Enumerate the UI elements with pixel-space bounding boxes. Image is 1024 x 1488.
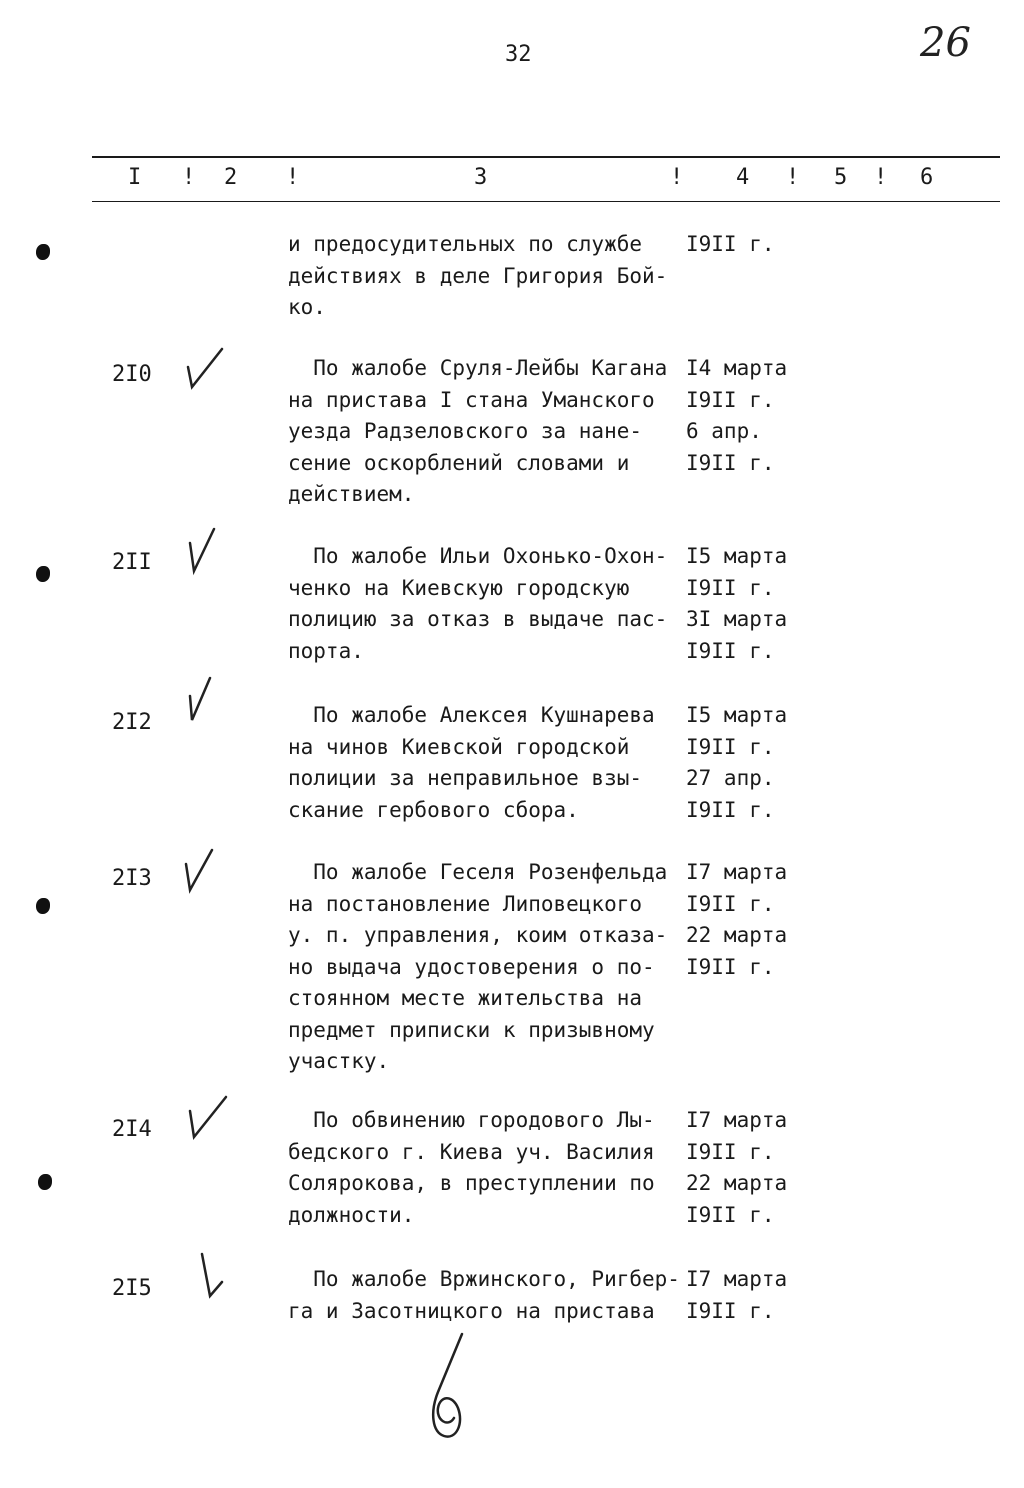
entry-dates: I9II г. [686,232,775,256]
column-header-3: 3 [474,165,488,190]
checkmark-icon [180,1252,240,1302]
column-header-4: 4 [736,165,750,190]
binder-hole [38,1174,52,1190]
entry-text: По жалобе Вржинского, Ригбер- га и Засотницкого на пристава [288,1267,680,1323]
entry-number: 2I4 [112,1117,152,1142]
entry-number: 2I5 [112,1276,152,1301]
column-separator: ! [670,165,684,190]
header-bottom-rule [92,201,1000,202]
entry-text: По жалобе Сруля-Лейбы Кагана на пристава I стана Уманского уезда Радзеловского за нане- сение оскорблений словами и действием. [288,356,668,506]
entry-dates: I7 марта I9II г. [686,1267,788,1323]
column-separator: ! [286,165,300,190]
binder-hole [36,244,50,260]
column-header-2: 2 [224,165,238,190]
entry-number: 2I2 [112,710,152,735]
checkmark-icon [180,1095,240,1145]
column-header-5: 5 [834,165,848,190]
entry-text: и предосудительных по службе действиях в деле Григория Бой- ко. [288,232,668,319]
entry-dates: I4 марта I9II г. 6 апр. I9II г. [686,356,788,475]
page-number: 32 [505,42,532,67]
entry-text: По обвинению городового Лы- бедского г. Киева уч. Василия Солярокова, в преступлении по должности. [288,1108,655,1227]
entry-text: По жалобе Алексея Кушнарева на чинов Киевской городской полиции за неправильное взы- скание гербового сбора. [288,703,655,822]
binder-hole [36,566,50,582]
binder-hole [36,898,50,914]
checkmark-icon [180,676,240,726]
handwritten-folio-number: 26 [920,20,971,66]
column-header-1: I [128,165,142,190]
checkmark-icon [180,527,240,577]
column-separator: ! [786,165,800,190]
signature-flourish [410,1332,490,1442]
column-separator: ! [874,165,888,190]
column-header-6: 6 [920,165,934,190]
checkmark-icon [180,345,240,395]
entry-number: 2I0 [112,362,152,387]
entry-text: По жалобе Ильи Охонько-Охон- ченко на Киевскую городскую полицию за отказ в выдаче пас- порта. [288,544,668,663]
entry-dates: I5 марта I9II г. 3I марта I9II г. [686,544,788,663]
entry-number: 2I3 [112,866,152,891]
entry-dates: I7 марта I9II г. 22 марта I9II г. [686,1108,788,1227]
column-separator: ! [182,165,196,190]
entry-number: 2II [112,550,152,575]
entry-dates: I5 марта I9II г. 27 апр. I9II г. [686,703,788,822]
checkmark-icon [180,848,240,898]
entry-dates: I7 марта I9II г. 22 марта I9II г. [686,860,788,979]
entry-text: По жалобе Геселя Розенфельда на постановление Липовецкого у. п. управления, коим отказа- но выдача удостоверения о по- стоянном месте жительства на предмет приписки к призывному участку. [288,860,668,1073]
header-top-rule [92,156,1000,158]
